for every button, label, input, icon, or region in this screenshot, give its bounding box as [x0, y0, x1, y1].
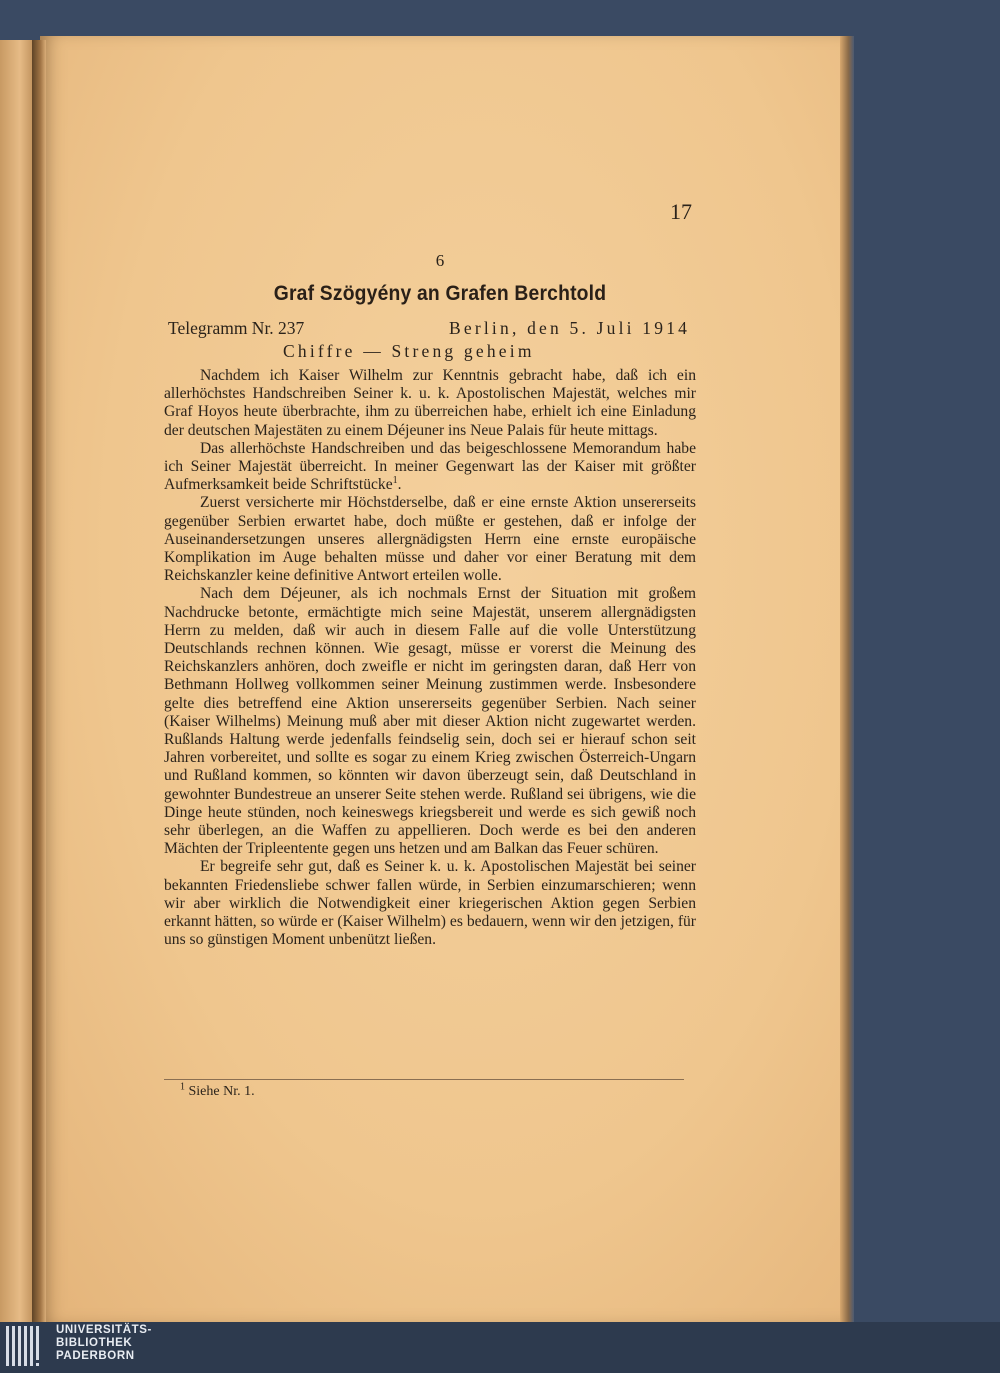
telegram-number: Telegramm Nr. 237 [168, 318, 305, 338]
footnote-reference: 1 [392, 475, 398, 487]
library-name-line-1: UNIVERSITÄTS- [56, 1324, 152, 1336]
place-date-text: Berlin, den 5. Juli 1914 [449, 318, 691, 338]
book-page [40, 36, 840, 1322]
document-title: Graf Szögyény an Grafen Berchtold [273, 282, 607, 305]
library-name-line-2: BIBLIOTHEK [56, 1337, 133, 1349]
place-date [449, 318, 690, 339]
footnote-text: Siehe Nr. 1. [188, 1084, 255, 1099]
footnote-mark: 1 [180, 1081, 185, 1093]
paragraph-2 [164, 440, 696, 495]
document-number: 6 [435, 251, 445, 270]
paragraph-2-end: . [397, 476, 402, 494]
footnote-divider [164, 1079, 684, 1080]
paragraph-1: Nachdem ich Kaiser Wilhelm zur Kenntnis gebracht habe, daß ich ein allerhöchstes Handschreiben Seiner k. u. k. Apostolischen Majestät, welches mir Graf Hoyos heute überbrachte, ihm zu überreichen habe, erhielt ich eine Einladung der deutschen Majestäten zu einem Déjeuner ins Neue Palais für heute mittags. [164, 367, 696, 439]
page-number: 17 [670, 199, 692, 224]
paragraph-3: Zuerst versicherte mir Höchstderselbe, daß er eine ernste Aktion unsererseits gegenüber Serbien erwartet habe, doch müßte er gestehen, daß er infolge der Auseinandersetzungen unseres allergnädigsten Herrn eine ernste europäische Komplikation im Auge behalten müsse und daher vor einer Beratung mit dem Reichskanzler keine definitive Antwort erteilen wolle. [164, 494, 696, 585]
secrecy-line: Chiffre — Streng geheim [283, 341, 535, 361]
paragraph-2-text: Das allerhöchste Handschreiben und das beigeschlossene Memorandum habe ich Seiner Majestät überreicht. In meiner Gegenwart las der Kaiser mit größter Aufmerksamkeit beide Schriftstücke [164, 439, 696, 494]
cover-edge [840, 36, 854, 1322]
library-name-line-3: PADERBORN [56, 1350, 135, 1362]
footnote [180, 1081, 255, 1100]
book-gutter [32, 40, 46, 1322]
paragraph-4: Nach dem Déjeuner, als ich nochmals Ernst der Situation mit großem Nachdrucke betonte, ermächtigte mich seine Majestät, unserem allergnädigsten Herrn zu melden, daß wir auch in diesem Falle auf die volle Unterstützung Deutschlands rechnen können. Wie gesagt, müsse er vorerst die Meinung des Reichskanzlers anhören, doch zweifle er nicht im geringsten daran, daß Herr von Bethmann Hollweg vollkommen seiner Meinung zustimmen werde. Insbesondere gelte dies betreffend eine Aktion unsererseits gegenüber Serbien. Nach seiner (Kaiser Wilhelms) Meinung muß aber mit dieser Aktion nicht zugewartet werden. Rußlands Haltung werde jedenfalls feindselig sein, doch sei er hierauf schon seit Jahren vorbereitet, und sollte es sogar zu einem Krieg zwischen Österreich-Ungarn und Rußland kommen, so könnten wir davon überzeugt sein, daß Deutschland in gewohnter Bundestreue an unserer Seite stehen werde. Rußland sei übrigens, wie die Dinge heute stünden, noch keineswegs kriegsbereit und werde es sich gewiß noch sehr überlegen, an die Waffen zu appellieren. Doch werde es bei den anderen Mächten der Tripleentente gegen uns hetzen und am Balkan das Feuer schüren. [164, 585, 696, 858]
library-logo-icon [6, 1326, 46, 1370]
paragraph-5: Er begreife sehr gut, daß es Seiner k. u. k. Apostolischen Majestät bei seiner bekannten Friedensliebe schwer fallen würde, in Serbien einzumarschieren; wenn wir aber wirklich die Notwendigkeit einer kriegerischen Aktion gegen Serbien erkannt hätten, so würde er (Kaiser Wilhelm) es bedauern, wenn wir den jetzigen, für uns so günstigen Moment unbenützt ließen. [164, 858, 696, 949]
facing-page-edge [0, 40, 36, 1322]
body-text [164, 367, 696, 950]
library-name [56, 1324, 152, 1363]
